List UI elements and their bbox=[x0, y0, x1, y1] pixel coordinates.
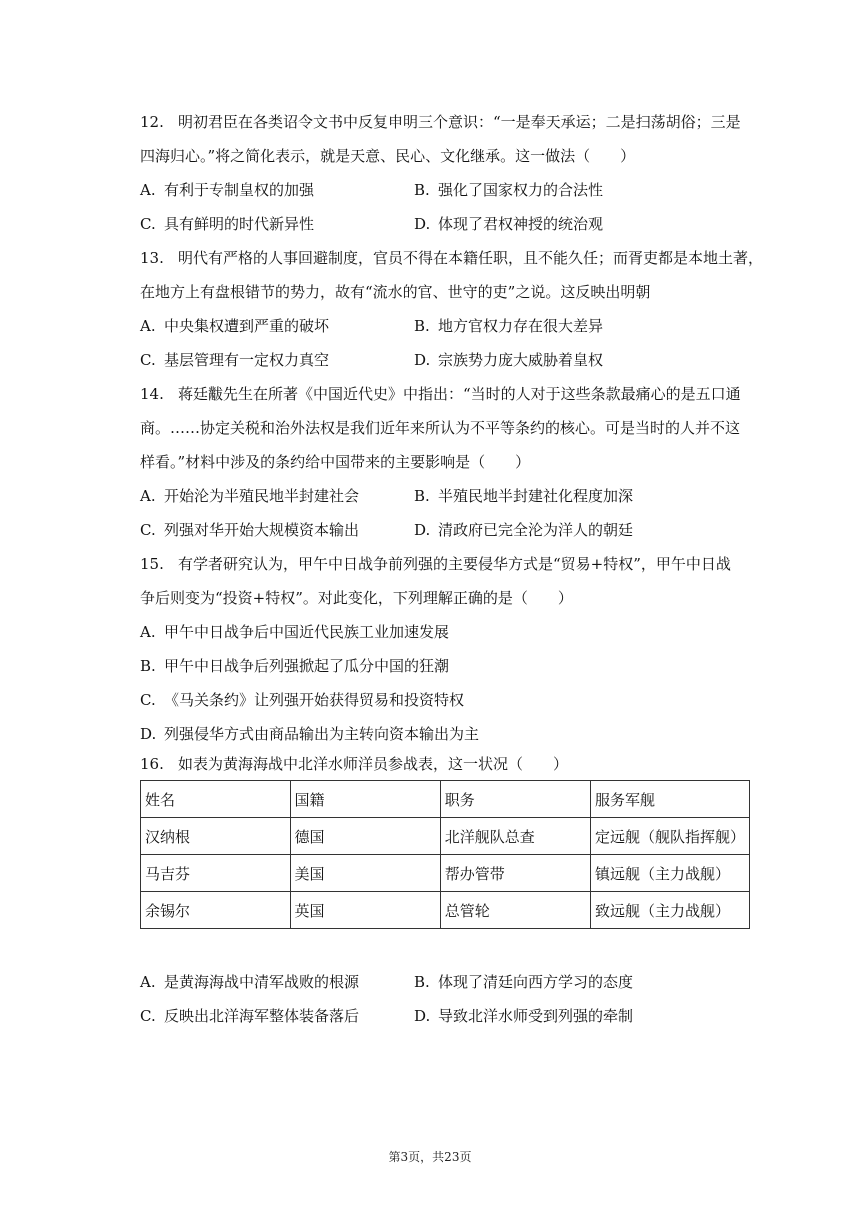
q13-number: 13. bbox=[140, 249, 164, 267]
q14-option-a[interactable]: A. 开始沦为半殖民地半封建社会 bbox=[140, 487, 360, 505]
q15-option-d[interactable]: D. 列强侵华方式由商品输出为主转向资本输出为主 bbox=[140, 725, 480, 743]
q14-stem-line-1: 14. 蒋廷黻先生在所著《中国近代史》中指出：“当时的人对于这些条款最痛心的是五口通 bbox=[140, 385, 741, 403]
q15-option-a[interactable]: A. 甲午中日战争后中国近代民族工业加速发展 bbox=[140, 623, 450, 641]
table-header-cell: 职务 bbox=[440, 781, 590, 818]
table-cell: 余锡尔 bbox=[141, 892, 291, 929]
q15-option-b[interactable]: B. 甲午中日战争后列强掀起了瓜分中国的狂潮 bbox=[140, 657, 450, 675]
table-cell: 镇远舰（主力战舰） bbox=[590, 855, 749, 892]
q16-option-d[interactable]: D. 导致北洋水师受到列强的牵制 bbox=[414, 1007, 634, 1025]
q13-stem-line-2: 在地方上有盘根错节的势力，故有“流水的官、世守的吏”之说。这反映出明朝 bbox=[140, 283, 651, 301]
q12-option-d[interactable]: D. 体现了君权神授的统治观 bbox=[414, 215, 604, 233]
q16-number: 16. bbox=[140, 755, 164, 773]
table-header-cell: 服务军舰 bbox=[590, 781, 749, 818]
table-cell: 马吉芬 bbox=[141, 855, 291, 892]
page-footer: 第3页，共23页 bbox=[388, 1150, 472, 1164]
q12-stem-line-2: 四海归心。”将之简化表示，就是天意、民心、文化继承。这一做法（ ） bbox=[140, 147, 636, 165]
table-header-cell: 国籍 bbox=[290, 781, 440, 818]
table-header-row bbox=[141, 781, 750, 818]
q13-option-b[interactable]: B. 地方官权力存在很大差异 bbox=[414, 317, 604, 335]
q13-option-a[interactable]: A. 中央集权遭到严重的破坏 bbox=[140, 317, 330, 335]
q15-stem-line-1: 15. 有学者研究认为，甲午中日战争前列强的主要侵华方式是“贸易+特权”，甲午中日战 bbox=[140, 555, 731, 573]
table-header-cell: 姓名 bbox=[141, 781, 291, 818]
table-cell: 定远舰（舰队指挥舰） bbox=[590, 818, 749, 855]
q15-stem-line-2: 争后则变为“投资+特权”。对此变化，下列理解正确的是（ ） bbox=[140, 589, 573, 607]
q14-number: 14. bbox=[140, 385, 164, 403]
table-cell: 汉纳根 bbox=[141, 818, 291, 855]
table-row bbox=[141, 892, 750, 929]
q14-option-d[interactable]: D. 清政府已完全沦为洋人的朝廷 bbox=[414, 521, 634, 539]
q16-option-b[interactable]: B. 体现了清廷向西方学习的态度 bbox=[414, 973, 634, 991]
foreign-officers-table bbox=[140, 780, 750, 929]
table-cell: 致远舰（主力战舰） bbox=[590, 892, 749, 929]
q12-option-c[interactable]: C. 具有鲜明的时代新异性 bbox=[140, 215, 315, 233]
q12-number: 12. bbox=[140, 113, 164, 131]
table-cell: 德国 bbox=[290, 818, 440, 855]
q14-option-b[interactable]: B. 半殖民地半封建社化程度加深 bbox=[414, 487, 634, 505]
table-row bbox=[141, 818, 750, 855]
q16-option-a[interactable]: A. 是黄海海战中清军战败的根源 bbox=[140, 973, 360, 991]
q12-stem-line-1: 12. 明初君臣在各类诏令文书中反复申明三个意识：“一是奉天承运；二是扫荡胡俗；三是 bbox=[140, 113, 741, 131]
q15-option-c[interactable]: C. 《马关条约》让列强开始获得贸易和投资特权 bbox=[140, 691, 465, 709]
table-cell: 美国 bbox=[290, 855, 440, 892]
table-row bbox=[141, 855, 750, 892]
q12-option-a[interactable]: A. 有利于专制皇权的加强 bbox=[140, 181, 315, 199]
q14-stem-line-3: 样看。”材料中涉及的条约给中国带来的主要影响是（ ） bbox=[140, 453, 531, 471]
q16-option-c[interactable]: C. 反映出北洋海军整体装备落后 bbox=[140, 1007, 360, 1025]
q12-option-b[interactable]: B. 强化了国家权力的合法性 bbox=[414, 181, 604, 199]
q15-number: 15. bbox=[140, 555, 164, 573]
table-cell: 总管轮 bbox=[440, 892, 590, 929]
q14-option-c[interactable]: C. 列强对华开始大规模资本输出 bbox=[140, 521, 360, 539]
q13-option-d[interactable]: D. 宗族势力庞大威胁着皇权 bbox=[414, 351, 604, 369]
table-cell: 帮办管带 bbox=[440, 855, 590, 892]
q13-stem-line-1: 13. 明代有严格的人事回避制度，官员不得在本籍任职，且不能久任；而胥吏都是本地土著， bbox=[140, 249, 764, 267]
q13-option-c[interactable]: C. 基层管理有一定权力真空 bbox=[140, 351, 330, 369]
q16-stem-line-1: 16. 如表为黄海海战中北洋水师洋员参战表，这一状况（ ） bbox=[140, 755, 569, 773]
table-cell: 北洋舰队总查 bbox=[440, 818, 590, 855]
q14-stem-line-2: 商。……协定关税和治外法权是我们近年来所认为不平等条约的核心。可是当时的人并不这 bbox=[140, 419, 741, 437]
table-cell: 英国 bbox=[290, 892, 440, 929]
